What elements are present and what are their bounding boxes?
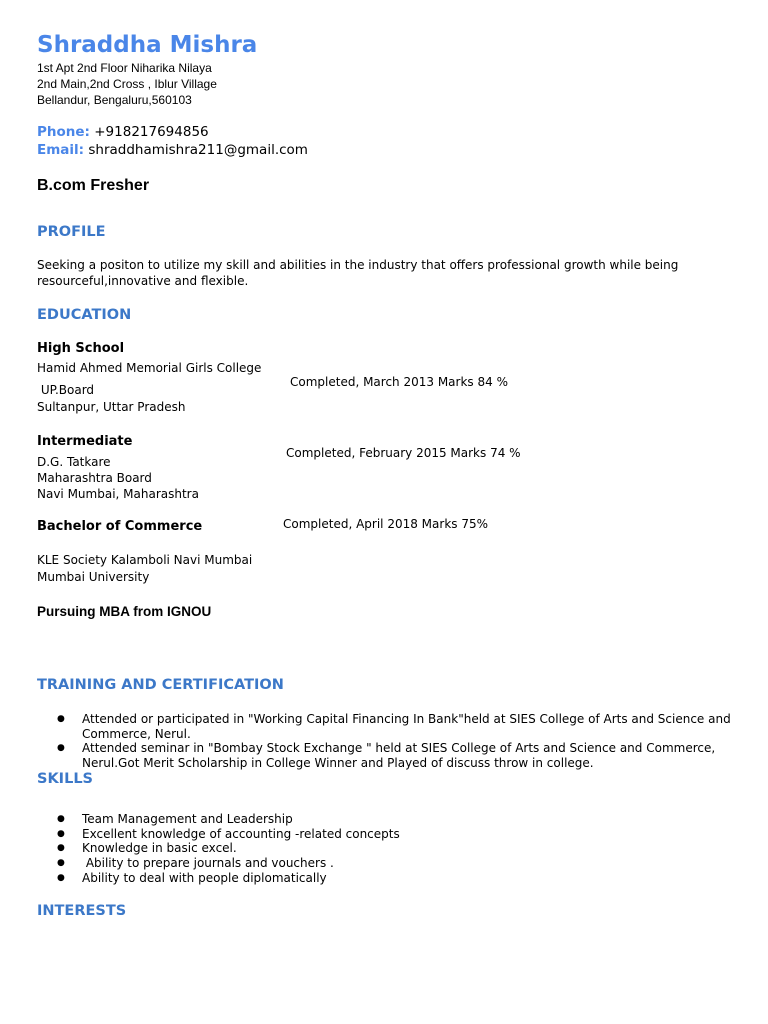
edu-intermediate-completed: Completed, February 2015 Marks 74 % — [286, 446, 521, 460]
candidate-name: Shraddha Mishra — [37, 32, 258, 58]
interests-heading: INTERESTS — [37, 903, 127, 919]
email-value: shraddhamishra211@gmail.com — [88, 142, 308, 158]
edu-high-school-line-2: UP.Board — [37, 383, 95, 397]
address-line-1: 1st Apt 2nd Floor Niharika Nilaya — [37, 61, 212, 75]
edu-high-school-line-3: Sultanpur, Uttar Pradesh — [37, 400, 186, 414]
edu-high-school-line-1: Hamid Ahmed Memorial Girls College — [37, 361, 262, 375]
skill-item: ● Team Management and Leadership — [55, 812, 555, 827]
email-label: Email: — [37, 142, 85, 158]
email-row — [37, 142, 308, 158]
edu-intermediate-line-1: D.G. Tatkare — [37, 455, 111, 469]
edu-bcom-title: Bachelor of Commerce — [37, 519, 203, 534]
phone-value: +918217694856 — [94, 124, 209, 140]
pursuing-mba: Pursuing MBA from IGNOU — [37, 604, 212, 619]
skills-heading: SKILLS — [37, 771, 93, 787]
edu-intermediate-title: Intermediate — [37, 434, 133, 449]
training-heading: TRAINING AND CERTIFICATION — [37, 677, 284, 693]
edu-high-school-title: High School — [37, 341, 125, 356]
address-line-2: 2nd Main,2nd Cross , Iblur Village — [37, 77, 217, 91]
address-line-3: Bellandur, Bengaluru,560103 — [37, 93, 192, 107]
profile-text: Seeking a positon to utilize my skill and abilities in the industry that offers professional growth while being resourceful,innovative and flexible. — [37, 258, 679, 288]
phone-label: Phone: — [37, 124, 90, 140]
skill-item: ● Ability to deal with people diplomatically — [55, 871, 555, 886]
training-item: ● Attended seminar in "Bombay Stock Exchange " held at SIES College of Arts and Science and Commerce, Nerul.Got Merit Scholarship in College Winner and Played of discuss throw in college. — [55, 741, 735, 770]
edu-intermediate-line-3: Navi Mumbai, Maharashtra — [37, 487, 199, 501]
edu-bcom-completed: Completed, April 2018 Marks 75% — [283, 517, 489, 531]
edu-bcom-line-2: Mumbai University — [37, 570, 150, 584]
skill-item: ● Excellent knowledge of accounting -related concepts — [55, 827, 555, 842]
skill-item: ● Ability to prepare journals and vouchers . — [55, 856, 555, 871]
phone-row — [37, 124, 209, 140]
skill-item: ● Knowledge in basic excel. — [55, 841, 555, 856]
edu-bcom-line-1: KLE Society Kalamboli Navi Mumbai — [37, 553, 253, 567]
skills-list — [55, 812, 555, 886]
profile-heading: PROFILE — [37, 224, 106, 240]
role-title: B.com Fresher — [37, 177, 150, 194]
edu-high-school-completed: Completed, March 2013 Marks 84 % — [290, 375, 508, 389]
training-list — [55, 712, 735, 771]
edu-intermediate-line-2: Maharashtra Board — [37, 471, 152, 485]
education-heading: EDUCATION — [37, 307, 132, 323]
training-item: ● Attended or participated in "Working Capital Financing In Bank"held at SIES College of Arts and Science and Commerce, Nerul. — [55, 712, 735, 741]
